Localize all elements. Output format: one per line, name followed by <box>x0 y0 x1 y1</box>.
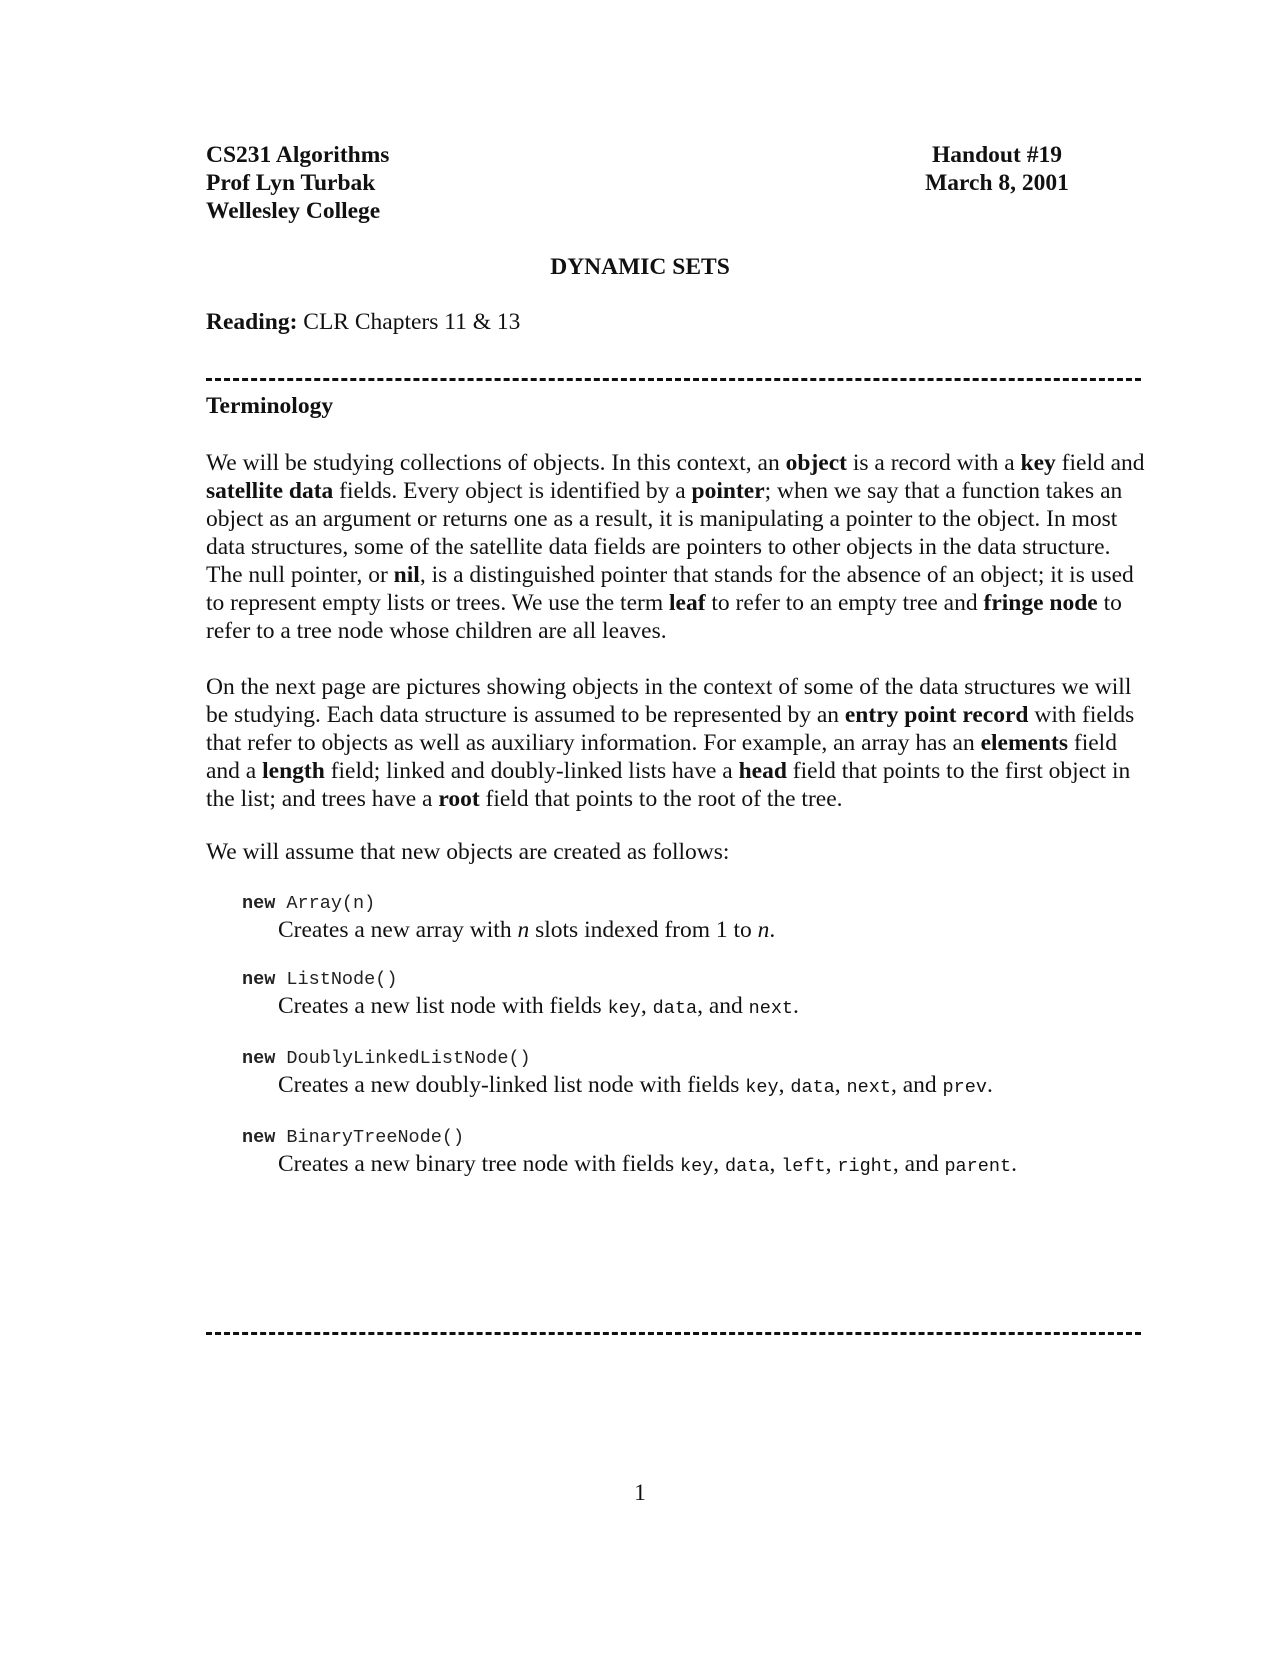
handout-date: March 8, 2001 <box>925 170 1069 196</box>
term-elements: elements <box>980 730 1069 756</box>
reading-label: Reading: <box>206 309 298 335</box>
constructor-description: Creates a new doubly-linked list node with fields key, data, next, and prev. <box>278 1072 993 1098</box>
terminology-paragraph: We will be studying collections of objects. In this context, an object is a record with a key field and satellite data fields. Every object is identified by a pointer; when we say that a function takes an object as an argument or returns one as a result, it is manipulating a pointer to the object. In most data structures, some of the satellite data fields are pointers to other objects in the data structure. The null pointer, or nil, is a distinguished pointer that stands for the absence of an object; it is used to represent empty lists or trees. We use the term leaf to refer to an empty tree and fringe node to refer to a tree node whose children are all leaves. <box>206 450 1145 644</box>
term-nil: nil <box>393 562 420 588</box>
professor-name: Prof Lyn Turbak <box>206 170 376 196</box>
term-entry-point-record: entry point record <box>844 702 1029 728</box>
term-root: root <box>438 786 480 812</box>
term-key: key <box>1020 450 1056 476</box>
term-fringe-node: fringe node <box>983 590 1098 616</box>
course-name: CS231 Algorithms <box>206 142 390 168</box>
constructor-binarytreenode <box>242 1126 1142 1181</box>
constructor-signature: new ListNode() <box>242 969 398 990</box>
term-length: length <box>262 758 325 784</box>
constructor-signature: new BinaryTreeNode() <box>242 1127 465 1148</box>
term-leaf: leaf <box>668 590 706 616</box>
reading-text: CLR Chapters 11 & 13 <box>303 309 521 335</box>
dashed-divider-bottom <box>206 1332 1141 1335</box>
college-name: Wellesley College <box>206 198 381 224</box>
section-title: Terminology <box>206 393 334 419</box>
constructor-signature: new Array(n) <box>242 893 376 914</box>
constructor-doublylinkedlistnode <box>242 1047 1142 1102</box>
constructor-array <box>242 892 1142 944</box>
constructor-description: Creates a new binary tree node with fields key, data, left, right, and parent. <box>278 1151 1017 1177</box>
constructor-list <box>242 892 1142 1205</box>
header-right <box>912 141 1082 197</box>
constructor-listnode <box>242 968 1142 1023</box>
dashed-divider-top <box>206 378 1141 381</box>
data-structures-paragraph: On the next page are pictures showing objects in the context of some of the data structures we will be studying. Each data structure is assumed to be represented by an entry point record with fields that refer to objects as well as auxiliary information. For example, an array has an elements field and a length field; linked and doubly-linked lists have a head field that points to the first object in the list; and trees have a root field that points to the root of the tree. <box>206 674 1135 812</box>
term-satellite-data: satellite data <box>206 478 334 504</box>
page-number: 1 <box>634 1480 646 1506</box>
handout-number: Handout #19 <box>932 142 1062 168</box>
term-head: head <box>738 758 787 784</box>
constructor-signature: new DoublyLinkedListNode() <box>242 1048 531 1069</box>
header-left <box>206 141 389 225</box>
reading-line <box>206 309 520 336</box>
constructor-description: Creates a new array with n slots indexed from 1 to n. <box>278 917 776 943</box>
creation-intro-paragraph: We will assume that new objects are created as follows: <box>206 839 730 865</box>
constructor-description: Creates a new list node with fields key, data, and next. <box>278 993 799 1019</box>
document-title: DYNAMIC SETS <box>550 254 730 280</box>
term-pointer: pointer <box>691 478 765 504</box>
term-object: object <box>785 450 847 476</box>
